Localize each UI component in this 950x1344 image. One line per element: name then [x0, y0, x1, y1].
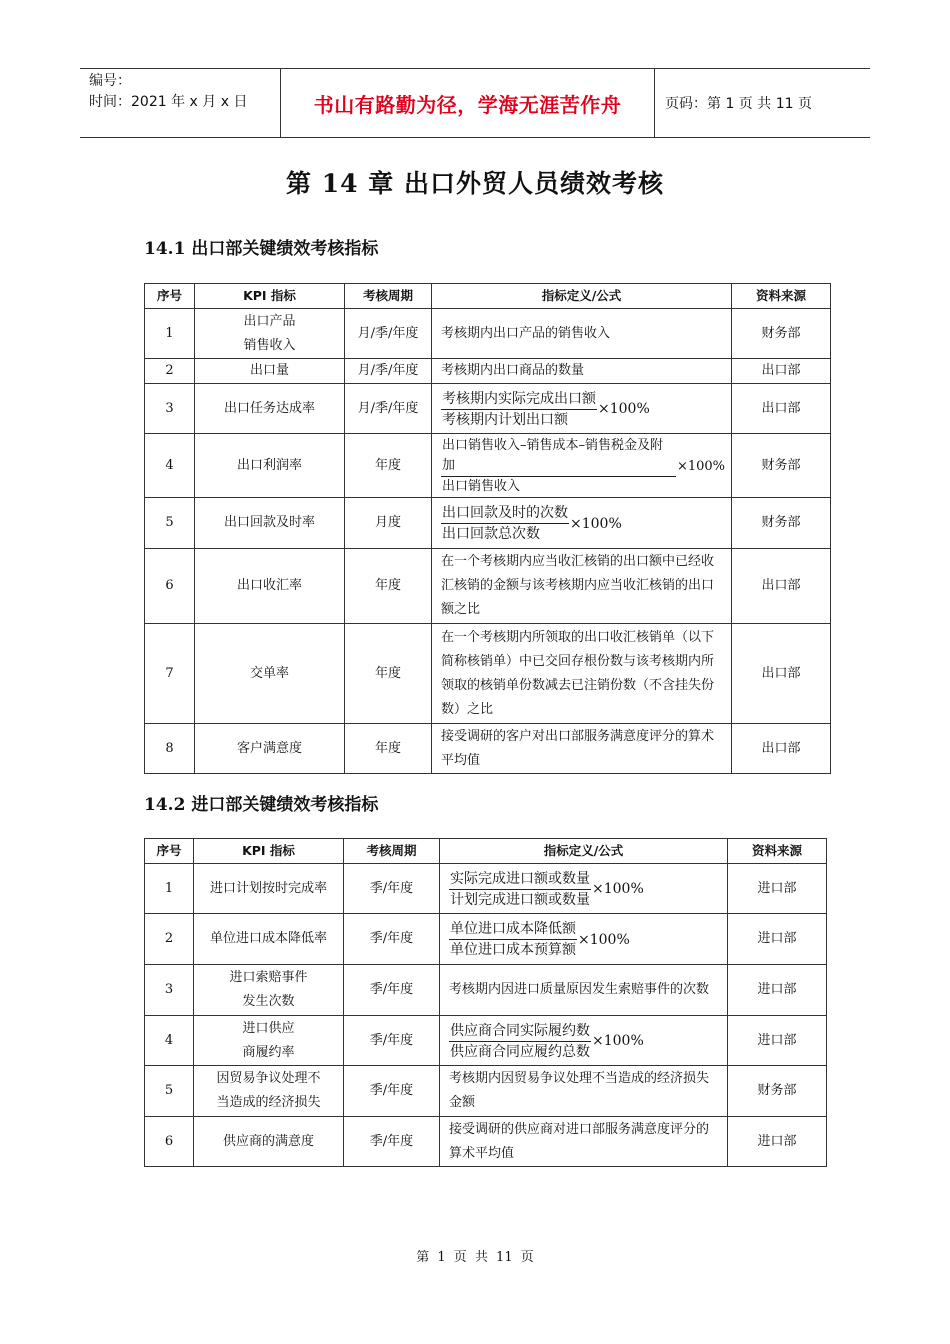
formula-numerator: 出口销售收入–销售成本–销售税金及附加 — [441, 436, 676, 477]
row-kpi: 出口回款及时率 — [195, 498, 345, 549]
formula-numerator: 考核期内实际完成出口额 — [441, 389, 597, 410]
row-kpi: 单位进口成本降低率 — [194, 914, 344, 965]
row-no: 3 — [145, 384, 195, 434]
kpi-line: 因贸易争议处理不 — [216, 1071, 321, 1086]
row-source: 出口部 — [732, 724, 831, 774]
row-formula — [432, 498, 732, 549]
formula-denominator: 出口销售收入 — [442, 479, 521, 494]
row-formula — [440, 864, 728, 914]
page-footer: 第 1 页 共 11 页 — [416, 1250, 534, 1265]
row-period: 年度 — [345, 434, 432, 498]
col-header-source: 资料来源 — [732, 284, 831, 309]
document-header — [80, 68, 870, 138]
row-no: 7 — [145, 624, 195, 724]
formula-denominator: 出口回款总次数 — [442, 526, 540, 542]
row-no: 2 — [145, 914, 194, 965]
row-period: 月/季/年度 — [345, 359, 432, 384]
row-source: 出口部 — [732, 384, 831, 434]
row-definition: 接受调研的供应商对进口部服务满意度评分的算术平均值 — [440, 1117, 728, 1167]
row-no: 1 — [145, 309, 195, 359]
row-no: 2 — [145, 359, 195, 384]
col-header-period: 考核周期 — [344, 839, 440, 864]
row-source: 进口部 — [728, 864, 827, 914]
kpi-line: 商履约率 — [242, 1044, 295, 1060]
row-kpi: 交单率 — [195, 624, 345, 724]
table-row — [145, 1117, 827, 1167]
table-header-row — [145, 839, 827, 864]
section-title-export: 14.1 出口部关键绩效考核指标 — [144, 239, 379, 259]
row-source: 出口部 — [732, 359, 831, 384]
row-no: 6 — [145, 1117, 194, 1167]
row-kpi: 出口任务达成率 — [195, 384, 345, 434]
row-formula — [432, 434, 732, 498]
row-source: 进口部 — [728, 1016, 827, 1066]
row-kpi: 出口利润率 — [195, 434, 345, 498]
table-row — [145, 624, 831, 724]
table-row — [145, 914, 827, 965]
row-source: 进口部 — [728, 914, 827, 965]
formula-numerator: 实际完成进口额或数量 — [449, 869, 591, 890]
row-kpi: 进口计划按时完成率 — [194, 864, 344, 914]
table-row — [145, 384, 831, 434]
row-source: 财务部 — [732, 309, 831, 359]
table-row — [145, 359, 831, 384]
row-definition: 在一个考核期内所领取的出口收汇核销单（以下简称核销单）中已交回存根份数与该考核期内所领取的核销单份数减去已注销份数（不含挂失份数）之比 — [432, 624, 732, 724]
row-source: 出口部 — [732, 624, 831, 724]
row-source: 进口部 — [728, 965, 827, 1016]
row-source: 进口部 — [728, 1117, 827, 1167]
row-kpi — [195, 309, 345, 359]
row-definition: 考核期内因贸易争议处理不当造成的经济损失金额 — [440, 1066, 728, 1117]
row-source: 财务部 — [728, 1066, 827, 1117]
row-definition: 考核期内因进口质量原因发生索赔事件的次数 — [440, 965, 728, 1016]
time-label: 时间：2021 年 x 月 x 日 — [89, 94, 248, 110]
formula-multiplier: ×100% — [676, 458, 725, 474]
header-motto: 书山有路勤为径，学海无涯苦作舟 — [281, 69, 655, 137]
table-row — [145, 724, 831, 774]
row-kpi: 出口量 — [195, 359, 345, 384]
row-period: 季/年度 — [344, 1016, 440, 1066]
kpi-line: 进口供应 — [242, 1020, 295, 1036]
row-period: 月/季/年度 — [345, 384, 432, 434]
row-period: 年度 — [345, 624, 432, 724]
col-header-period: 考核周期 — [345, 284, 432, 309]
row-definition: 考核期内出口商品的数量 — [432, 359, 732, 384]
row-kpi — [194, 1016, 344, 1066]
table-header-row — [145, 284, 831, 309]
table-row — [145, 965, 827, 1016]
col-header-source: 资料来源 — [728, 839, 827, 864]
row-source: 财务部 — [732, 498, 831, 549]
row-no: 4 — [145, 434, 195, 498]
row-kpi — [194, 965, 344, 1016]
row-no: 1 — [145, 864, 194, 914]
row-period: 季/年度 — [344, 1117, 440, 1167]
formula-multiplier: ×100% — [592, 881, 644, 897]
row-period: 季/年度 — [344, 864, 440, 914]
row-source: 财务部 — [732, 434, 831, 498]
row-formula — [440, 914, 728, 965]
row-no: 6 — [145, 549, 195, 624]
formula-multiplier: ×100% — [570, 515, 622, 532]
col-header-definition: 指标定义/公式 — [440, 839, 728, 864]
col-header-kpi: KPI 指标 — [195, 284, 345, 309]
formula-multiplier: ×100% — [598, 401, 650, 417]
col-header-no: 序号 — [145, 839, 194, 864]
formula-multiplier: ×100% — [578, 931, 630, 948]
table-row — [145, 434, 831, 498]
table-row — [145, 864, 827, 914]
row-kpi — [194, 1066, 344, 1117]
formula-denominator: 计划完成进口额或数量 — [450, 891, 590, 908]
formula-multiplier: ×100% — [592, 1033, 644, 1049]
row-period: 年度 — [345, 724, 432, 774]
formula-numerator: 供应商合同实际履约数 — [449, 1021, 591, 1042]
row-definition: 在一个考核期内应当收汇核销的出口额中已经收汇核销的金额与该考核期内应当收汇核销的出口额之比 — [432, 549, 732, 624]
row-period: 月度 — [345, 498, 432, 549]
table-row — [145, 498, 831, 549]
row-formula — [432, 384, 732, 434]
row-period: 季/年度 — [344, 965, 440, 1016]
kpi-line: 发生次数 — [242, 994, 295, 1009]
col-header-kpi: KPI 指标 — [194, 839, 344, 864]
kpi-line: 出口产品 — [243, 313, 296, 329]
kpi-line: 进口索赔事件 — [229, 970, 308, 985]
row-period: 季/年度 — [344, 914, 440, 965]
row-formula — [440, 1016, 728, 1066]
row-no: 5 — [145, 1066, 194, 1117]
table-row — [145, 309, 831, 359]
table-row — [145, 1016, 827, 1066]
section-title-import: 14.2 进口部关键绩效考核指标 — [144, 795, 379, 815]
formula-denominator: 供应商合同应履约总数 — [450, 1043, 590, 1060]
chapter-title: 第 14 章 出口外贸人员绩效考核 — [286, 169, 664, 198]
formula-denominator: 单位进口成本预算额 — [450, 942, 576, 958]
col-header-no: 序号 — [145, 284, 195, 309]
row-definition: 考核期内出口产品的销售收入 — [432, 309, 732, 359]
row-no: 4 — [145, 1016, 194, 1066]
header-meta — [80, 69, 281, 137]
table-row — [145, 549, 831, 624]
formula-denominator: 考核期内计划出口额 — [442, 411, 568, 428]
export-kpi-table — [144, 283, 831, 774]
number-label: 编号： — [89, 73, 131, 89]
import-kpi-table — [144, 838, 827, 1167]
kpi-line: 销售收入 — [243, 337, 296, 353]
row-kpi: 客户满意度 — [195, 724, 345, 774]
table-row — [145, 1066, 827, 1117]
row-period: 季/年度 — [344, 1066, 440, 1117]
row-period: 年度 — [345, 549, 432, 624]
kpi-line: 当造成的经济损失 — [216, 1095, 321, 1110]
row-no: 5 — [145, 498, 195, 549]
row-no: 8 — [145, 724, 195, 774]
col-header-definition: 指标定义/公式 — [432, 284, 732, 309]
row-definition: 接受调研的客户对出口部服务满意度评分的算术平均值 — [432, 724, 732, 774]
row-no: 3 — [145, 965, 194, 1016]
row-source: 出口部 — [732, 549, 831, 624]
formula-numerator: 出口回款及时的次数 — [441, 503, 569, 524]
row-kpi: 出口收汇率 — [195, 549, 345, 624]
header-page-info: 页码：第 1 页 共 11 页 — [665, 96, 812, 112]
formula-numerator: 单位进口成本降低额 — [449, 919, 577, 940]
row-period: 月/季/年度 — [345, 309, 432, 359]
row-kpi: 供应商的满意度 — [194, 1117, 344, 1167]
